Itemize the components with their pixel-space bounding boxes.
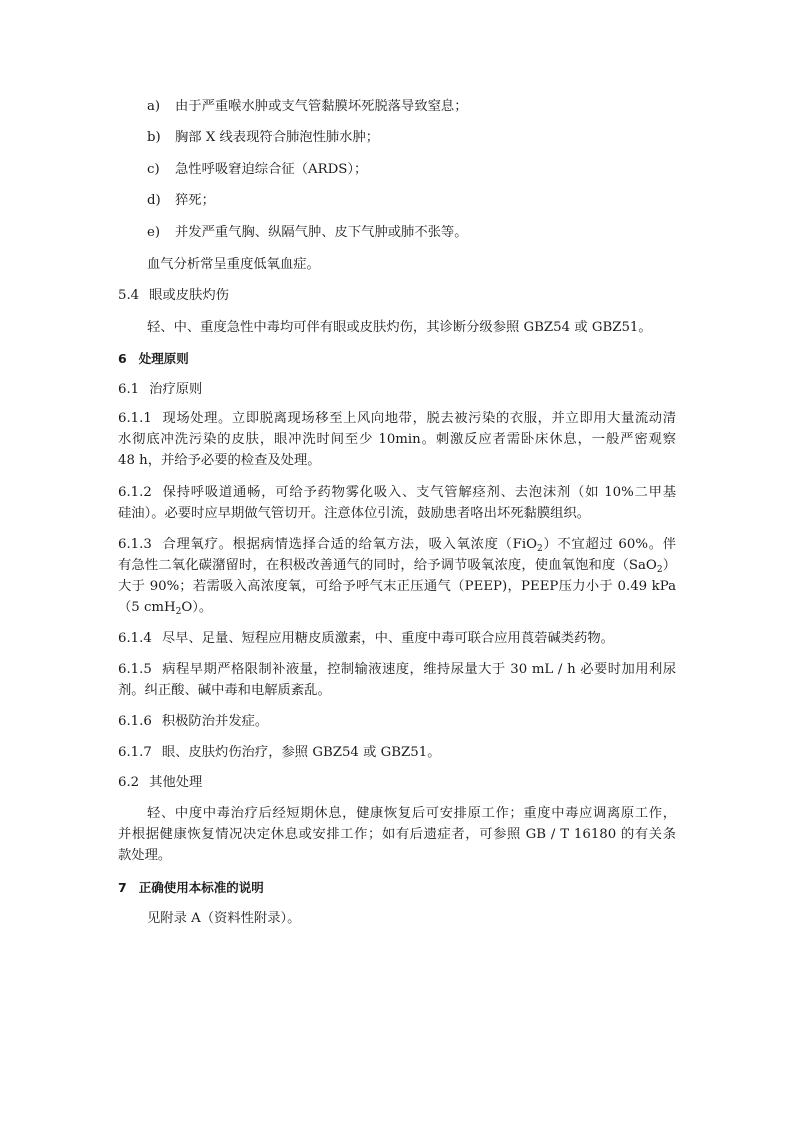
list-marker: b) bbox=[147, 130, 161, 145]
section-number: 6.1.6 bbox=[118, 714, 152, 729]
section-6-1-2-line2: 硅油）。必要时应早期做气管切开。注意体位引流，鼓励患者咯出坏死黏膜组织。 bbox=[118, 506, 591, 521]
subscript: 2 bbox=[537, 544, 543, 554]
section-5-4-heading bbox=[118, 288, 676, 304]
section-title: 处理原则 bbox=[138, 351, 189, 366]
paragraph-text: 积极防治并发症。 bbox=[161, 714, 269, 729]
section-number: 6.1.7 bbox=[118, 745, 152, 760]
section-number: 6.1.5 bbox=[118, 662, 152, 677]
subscript: 2 bbox=[656, 565, 663, 575]
list-marker: c) bbox=[147, 162, 160, 177]
paragraph-text: 保持呼吸道通畅，可给予药物雾化吸入、支气管解痉剂、去泡沫剂（如 10%二甲基 bbox=[161, 485, 676, 500]
section-title: 其他处理 bbox=[149, 775, 203, 790]
section-6-1-7 bbox=[118, 745, 676, 761]
section-number: 6.1.4 bbox=[118, 631, 152, 646]
paragraph-text: （5 cmH bbox=[118, 600, 176, 615]
section-6-1-1-line1 bbox=[118, 411, 676, 427]
paragraph-text: ）不宜超过 60%。伴 bbox=[542, 537, 676, 552]
paragraph-text: 病程早期严格限制补液量，控制输液速度，维持尿量大于 30 mL / h 必要时加用利尿 bbox=[161, 662, 676, 677]
section-5-4-text: 轻、中、重度急性中毒均可伴有眼或皮肤灼伤，其诊断分级参照 GBZ54 或 GBZ51。 bbox=[147, 320, 652, 335]
section-title: 治疗原则 bbox=[149, 382, 203, 397]
paragraph-text: 合理氧疗。根据病情选择合适的给氧方法，吸入氧浓度（FiO bbox=[161, 537, 538, 552]
section-6-1-2-line1 bbox=[118, 485, 676, 501]
subscript: 2 bbox=[175, 607, 182, 617]
list-text: 并发严重气胸、纵隔气肿、皮下气肿或肺不张等。 bbox=[175, 225, 468, 240]
section-6-2-line2: 并根据健康恢复情况决定休息或安排工作；如有后遗症者，可参照 GB / T 16180 的有关条 bbox=[118, 827, 676, 842]
list-item-d bbox=[147, 193, 705, 209]
section-6-heading bbox=[118, 351, 676, 367]
section-title: 眼或皮肤灼伤 bbox=[149, 288, 229, 303]
section-number: 6.1.3 bbox=[118, 537, 152, 552]
section-number: 6 bbox=[118, 351, 127, 366]
list-marker: d) bbox=[147, 193, 161, 208]
section-title: 正确使用本标准的说明 bbox=[138, 880, 264, 895]
section-6-2-heading bbox=[118, 775, 676, 791]
section-6-1-6 bbox=[118, 714, 676, 730]
section-7-heading bbox=[118, 880, 676, 896]
section-number: 6.1 bbox=[118, 382, 140, 397]
list-item-b bbox=[147, 130, 705, 146]
list-text: 急性呼吸窘迫综合征（ARDS）； bbox=[175, 162, 368, 177]
paragraph-text: 尽早、足量、短程应用糖皮质激素，中、重度中毒可联合应用莨菪碱类药物。 bbox=[161, 631, 614, 646]
list-text: 由于严重喉水肿或支气管黏膜坏死脱落导致窒息； bbox=[175, 99, 468, 114]
section-number: 7 bbox=[118, 880, 127, 895]
section-6-1-4 bbox=[118, 631, 676, 647]
section-6-1-3-line1 bbox=[118, 537, 676, 553]
list-marker: e) bbox=[147, 225, 161, 240]
paragraph-text: 眼、皮肤灼伤治疗，参照 GBZ54 或 GBZ51。 bbox=[161, 745, 441, 760]
section-6-1-5-line1 bbox=[118, 662, 676, 678]
paragraph-text: 有急性二氧化碳潴留时，在积极改善通气的同时，给予调节吸氧浓度，使血氧饱和度（SaO bbox=[118, 558, 657, 573]
paragraph-text: ） bbox=[662, 558, 677, 573]
section-6-2-line3: 款处理。 bbox=[118, 848, 172, 863]
paragraph-text: 现场处理。立即脱离现场移至上风向地带，脱去被污染的衣服，并立即用大量流动清 bbox=[161, 411, 676, 426]
section-6-1-3-line4 bbox=[118, 600, 676, 616]
section-6-1-3-line2 bbox=[118, 558, 676, 574]
section-7-text: 见附录 A（资料性附录）。 bbox=[147, 911, 301, 926]
section-number: 6.1.2 bbox=[118, 485, 152, 500]
paragraph-text: O）。 bbox=[181, 600, 213, 615]
section-6-1-5-line2: 剂。纠正酸、碱中毒和电解质紊乱。 bbox=[118, 683, 331, 698]
section-number: 6.1.1 bbox=[118, 411, 152, 426]
list-marker: a) bbox=[147, 99, 161, 114]
list-text: 猝死； bbox=[175, 193, 215, 208]
section-number: 5.4 bbox=[118, 288, 140, 303]
blood-gas-paragraph: 血气分析常呈重度低氧血症。 bbox=[147, 257, 320, 272]
list-text: 胸部 X 线表现符合肺泡性肺水肿； bbox=[175, 130, 380, 145]
list-item-c bbox=[147, 162, 705, 178]
section-6-1-3-line3: 大于 90%；若需吸入高浓度氧，可给予呼气末正压通气（PEEP)，PEEP压力小于 0.49 kPa bbox=[118, 579, 676, 594]
list-item-e bbox=[147, 225, 705, 241]
section-6-1-1-line3: 48 h，并给予必要的检查及处理。 bbox=[118, 453, 321, 468]
section-6-2-line1: 轻、中度中毒治疗后经短期休息，健康恢复后可安排原工作；重度中毒应调离原工作， bbox=[147, 806, 676, 821]
section-6-1-1-line2: 水彻底冲洗污染的皮肤，眼冲洗时间至少 10min。刺激反应者需卧床休息，一般严密观察 bbox=[118, 432, 676, 447]
list-item-a bbox=[147, 99, 705, 115]
section-6-1-heading bbox=[118, 382, 676, 398]
section-number: 6.2 bbox=[118, 775, 140, 790]
